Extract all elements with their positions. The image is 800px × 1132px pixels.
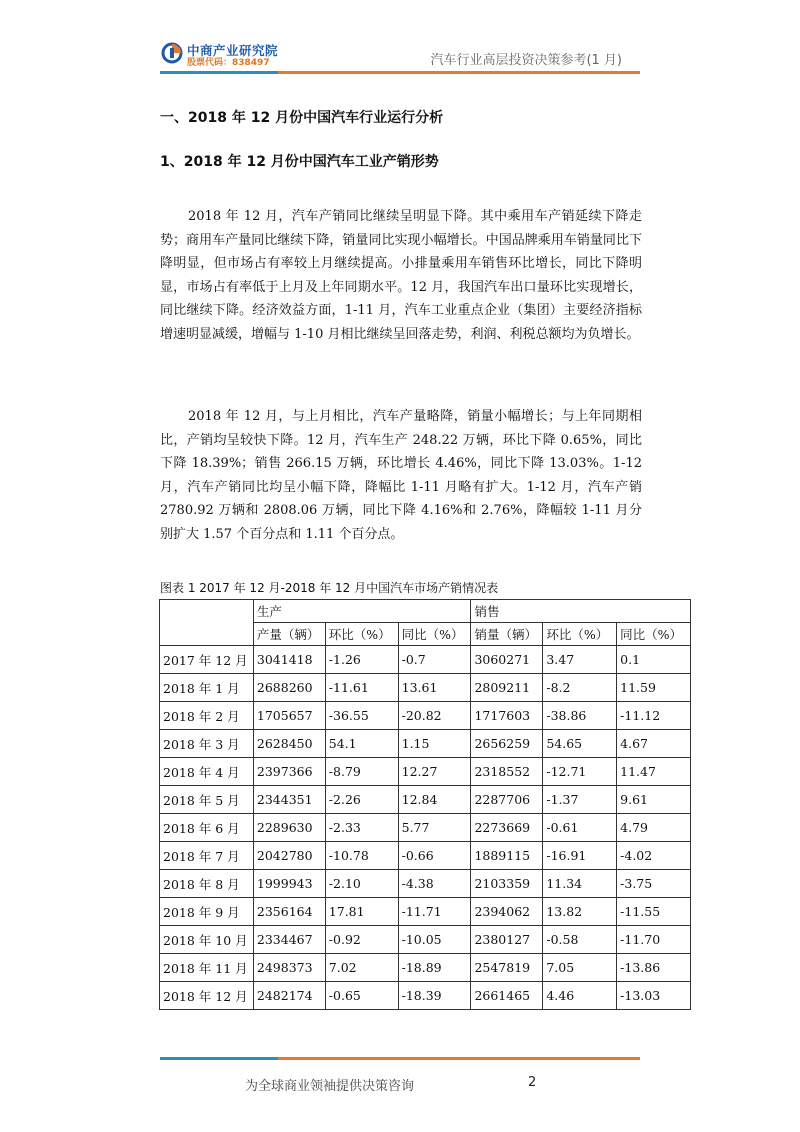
cell-production-mom: -2.10	[325, 870, 398, 898]
cell-sales-volume: 2656259	[471, 730, 543, 758]
cell-sales-volume: 2547819	[471, 954, 543, 982]
cell-sales-mom: 3.47	[543, 646, 617, 674]
cell-sales-mom: -8.2	[543, 674, 617, 702]
cell-production-yoy: -0.66	[398, 842, 471, 870]
cell-production-mom: 7.02	[325, 954, 398, 982]
cell-production-volume: 2498373	[253, 954, 325, 982]
cell-sales-mom: -16.91	[543, 842, 617, 870]
cell-production-volume: 2334467	[253, 926, 325, 954]
cell-production-volume: 2344351	[253, 786, 325, 814]
table-caption: 图表 1 2017 年 12 月-2018 年 12 月中国汽车市场产销情况表	[160, 581, 499, 595]
logo-stock-code: 股票代码：838497	[187, 58, 270, 68]
cell-production-volume: 2289630	[253, 814, 325, 842]
cell-month: 2018 年 11 月	[160, 954, 254, 982]
sub-header-sales-mom: 环比（%）	[543, 623, 617, 646]
table-row	[160, 786, 691, 814]
table-row	[160, 814, 691, 842]
cell-sales-mom: -38.86	[543, 702, 617, 730]
cell-sales-mom: -1.37	[543, 786, 617, 814]
cell-month: 2018 年 10 月	[160, 926, 254, 954]
table-row	[160, 842, 691, 870]
cell-production-yoy: -18.89	[398, 954, 471, 982]
cell-production-mom: -8.79	[325, 758, 398, 786]
cell-month: 2018 年 7 月	[160, 842, 254, 870]
cell-sales-volume: 1717603	[471, 702, 543, 730]
cell-sales-yoy: -13.86	[617, 954, 691, 982]
cell-sales-yoy: 0.1	[617, 646, 691, 674]
cell-sales-mom: 11.34	[543, 870, 617, 898]
footer-divider-orange	[278, 1057, 640, 1060]
cell-sales-volume: 2318552	[471, 758, 543, 786]
cell-production-yoy: 12.27	[398, 758, 471, 786]
cell-production-yoy: -18.39	[398, 982, 471, 1010]
cell-production-volume: 3041418	[253, 646, 325, 674]
cell-sales-mom: 4.46	[543, 982, 617, 1010]
cell-production-yoy: 5.77	[398, 814, 471, 842]
cell-production-yoy: -10.05	[398, 926, 471, 954]
cell-sales-yoy: -11.55	[617, 898, 691, 926]
cell-month: 2018 年 1 月	[160, 674, 254, 702]
cell-sales-volume: 2661465	[471, 982, 543, 1010]
cell-production-yoy: -11.71	[398, 898, 471, 926]
cell-sales-volume: 2380127	[471, 926, 543, 954]
cell-production-volume: 2397366	[253, 758, 325, 786]
group-header-sales: 销售	[471, 600, 691, 623]
cell-production-mom: -36.55	[325, 702, 398, 730]
table-row	[160, 926, 691, 954]
table-row	[160, 646, 691, 674]
table-row	[160, 730, 691, 758]
cell-sales-mom: 7.05	[543, 954, 617, 982]
cell-sales-mom: -0.61	[543, 814, 617, 842]
cell-production-mom: -2.33	[325, 814, 398, 842]
cell-production-volume: 1705657	[253, 702, 325, 730]
sub-header-production-yoy: 同比（%）	[398, 623, 471, 646]
cell-sales-volume: 2809211	[471, 674, 543, 702]
cell-production-yoy: -20.82	[398, 702, 471, 730]
cell-production-volume: 1999943	[253, 870, 325, 898]
cell-sales-volume: 2287706	[471, 786, 543, 814]
table-row	[160, 982, 691, 1010]
cell-production-mom: 17.81	[325, 898, 398, 926]
report-title: 汽车行业高层投资决策参考(1 月)	[430, 53, 622, 68]
table-corner-cell	[160, 600, 254, 646]
cell-sales-mom: 13.82	[543, 898, 617, 926]
table-row	[160, 954, 691, 982]
cell-sales-mom: 54.65	[543, 730, 617, 758]
cell-sales-volume: 2394062	[471, 898, 543, 926]
cell-month: 2018 年 6 月	[160, 814, 254, 842]
group-header-production: 生产	[253, 600, 471, 623]
table-row	[160, 898, 691, 926]
cell-month: 2018 年 2 月	[160, 702, 254, 730]
cell-production-yoy: -0.7	[398, 646, 471, 674]
cell-sales-yoy: -11.70	[617, 926, 691, 954]
cell-production-volume: 2356164	[253, 898, 325, 926]
cell-month: 2018 年 9 月	[160, 898, 254, 926]
table-row	[160, 702, 691, 730]
section-subheading: 1、2018 年 12 月份中国汽车工业产销形势	[160, 154, 439, 170]
production-sales-table	[159, 599, 691, 1010]
cell-month: 2018 年 3 月	[160, 730, 254, 758]
cell-sales-mom: -12.71	[543, 758, 617, 786]
cell-month: 2018 年 5 月	[160, 786, 254, 814]
cell-sales-yoy: 11.59	[617, 674, 691, 702]
cell-month: 2018 年 8 月	[160, 870, 254, 898]
section-heading: 一、2018 年 12 月份中国汽车行业运行分析	[160, 110, 444, 126]
table-row	[160, 870, 691, 898]
footer-divider-blue	[160, 1057, 278, 1060]
cell-production-volume: 2688260	[253, 674, 325, 702]
cell-production-volume: 2482174	[253, 982, 325, 1010]
cell-sales-yoy: 4.67	[617, 730, 691, 758]
page-number: 2	[528, 1075, 537, 1090]
body-paragraph-1: 2018 年 12 月，汽车产销同比继续呈明显下降。其中乘用车产销延续下降走势；商用车产量同比继续下降，销量同比实现小幅增长。中国品牌乘用车销量同比下降明显，但市场占有率较上月继续提高。小排量乘用车销售环比增长，同比下降明显，市场占有率低于上月及上年同期水平。12 月，我国汽车出口量环比实现增长，同比继续下降。经济效益方面，1-11 月，汽车工业重点企业（集团）主要经济指标增速明显减缓，增幅与 1-10 月相比继续呈回落走势，利润、利税总额均为负增长。	[160, 209, 642, 342]
sub-header-sales-volume: 销量（辆）	[471, 623, 543, 646]
cell-production-yoy: 12.84	[398, 786, 471, 814]
cell-sales-volume: 1889115	[471, 842, 543, 870]
cell-sales-volume: 3060271	[471, 646, 543, 674]
header-divider-blue	[160, 71, 278, 74]
cell-production-mom: -0.65	[325, 982, 398, 1010]
cell-production-mom: -2.26	[325, 786, 398, 814]
cell-production-mom: -11.61	[325, 674, 398, 702]
cell-sales-yoy: -11.12	[617, 702, 691, 730]
cell-sales-yoy: 4.79	[617, 814, 691, 842]
sub-header-production-volume: 产量（辆）	[253, 623, 325, 646]
header-divider-orange	[278, 71, 640, 74]
cell-production-volume: 2628450	[253, 730, 325, 758]
body-paragraph-2: 2018 年 12 月，与上月相比，汽车产量略降，销量小幅增长；与上年同期相比，产销均呈较快下降。12 月，汽车生产 248.22 万辆，环比下降 0.65%，同比下降 18.39%；销售 266.15 万辆，环比增长 4.46%，同比下降 13.03%。1-12 月，汽车产销同比均呈小幅下降，降幅比 1-11 月略有扩大。1-12 月，汽车产销 2780.92 万辆和 2808.06 万辆，同比下降 4.16%和 2.76%，降幅较 1-11 月分别扩大 1.57 个百分点和 1.11 个百分点。	[160, 409, 642, 542]
cell-production-volume: 2042780	[253, 842, 325, 870]
page-header	[0, 0, 800, 80]
table-row	[160, 674, 691, 702]
cell-sales-yoy: -3.75	[617, 870, 691, 898]
cell-production-mom: -10.78	[325, 842, 398, 870]
cell-month: 2018 年 12 月	[160, 982, 254, 1010]
sub-header-production-mom: 环比（%）	[325, 623, 398, 646]
cell-production-yoy: -4.38	[398, 870, 471, 898]
cell-production-mom: -0.92	[325, 926, 398, 954]
logo-mark-icon	[161, 42, 183, 64]
company-logo	[161, 42, 281, 68]
cell-sales-yoy: -4.02	[617, 842, 691, 870]
cell-month: 2017 年 12 月	[160, 646, 254, 674]
cell-sales-yoy: 9.61	[617, 786, 691, 814]
cell-sales-mom: -0.58	[543, 926, 617, 954]
cell-production-mom: 54.1	[325, 730, 398, 758]
cell-sales-volume: 2273669	[471, 814, 543, 842]
cell-sales-yoy: 11.47	[617, 758, 691, 786]
table-row	[160, 758, 691, 786]
footer-slogan: 为全球商业领袖提供决策咨询	[245, 1079, 415, 1094]
cell-sales-yoy: -13.03	[617, 982, 691, 1010]
cell-production-mom: -1.26	[325, 646, 398, 674]
logo-title: 中商产业研究院	[187, 43, 279, 58]
cell-production-yoy: 1.15	[398, 730, 471, 758]
cell-month: 2018 年 4 月	[160, 758, 254, 786]
table-group-header-row	[160, 600, 691, 623]
cell-sales-volume: 2103359	[471, 870, 543, 898]
cell-production-yoy: 13.61	[398, 674, 471, 702]
sub-header-sales-yoy: 同比（%）	[617, 623, 691, 646]
